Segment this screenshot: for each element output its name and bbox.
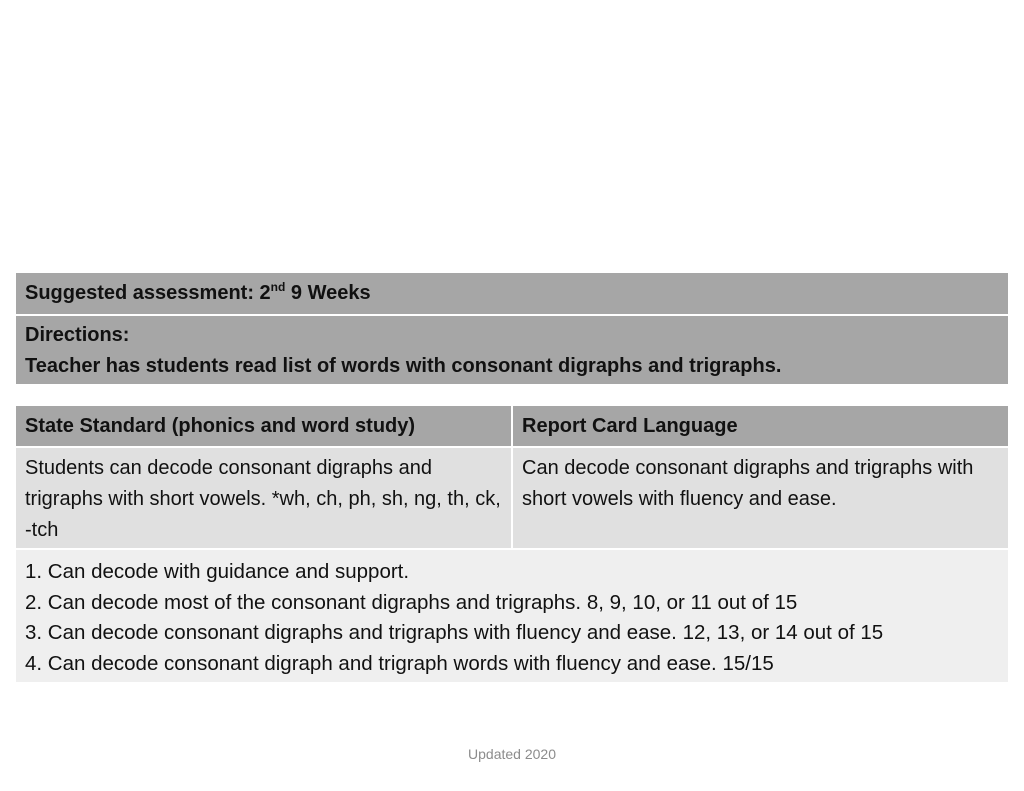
level-1: 1. Can decode with guidance and support.: [25, 560, 410, 583]
level-4: 4. Can decode consonant digraph and trigraph words with fluency and ease. 15/15: [25, 651, 774, 675]
levels-cell: [16, 549, 1008, 682]
directions-text: Teacher has students read list of words with consonant digraphs and trigraphs.: [25, 355, 782, 377]
assessment-table: [16, 273, 1008, 384]
assessment-title-suffix: 9 Weeks: [285, 282, 371, 304]
assessment-title-sup: nd: [270, 280, 286, 294]
assessment-header-row: [16, 273, 1008, 315]
footer-updated: Updated 2020: [468, 746, 556, 762]
standards-body-row: [16, 447, 1008, 549]
state-standard-header: State Standard (phonics and word study): [16, 406, 512, 447]
state-standard-text: Students can decode consonant digraphs and trigraphs with short vowels. *wh, ch, ph, sh, ng, th, ck, -tch: [16, 447, 512, 549]
directions-cell: [16, 315, 1008, 384]
level-2: 2. Can decode most of the consonant digraphs and trigraphs. 8, 9, 10, or 11 out of 15: [25, 590, 798, 614]
report-card-text: Can decode consonant digraphs and trigraphs with short vowels with fluency and ease.: [512, 447, 1008, 549]
assessment-title-prefix: Suggested assessment: 2: [25, 282, 271, 304]
assessment-title: [16, 273, 1008, 315]
report-card-header: Report Card Language: [512, 406, 1008, 447]
standards-header-row: [16, 406, 1008, 447]
levels-row: [16, 549, 1008, 682]
level-3: 3. Can decode consonant digraphs and trigraphs with fluency and ease. 12, 13, or 14 out of 15: [25, 621, 884, 644]
directions-row: [16, 315, 1008, 384]
directions-label: Directions:: [25, 324, 130, 346]
standards-table: [16, 406, 1008, 682]
